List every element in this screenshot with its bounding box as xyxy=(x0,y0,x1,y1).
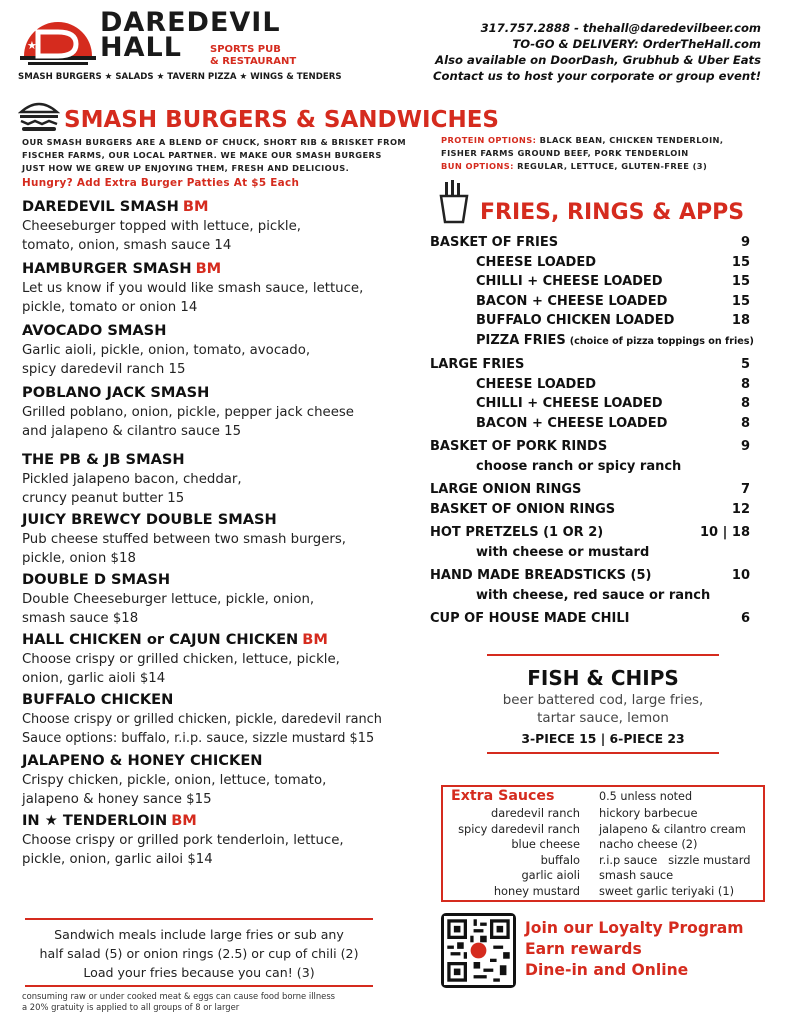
app-name: BASKET OF FRIES xyxy=(430,235,559,250)
app-row xyxy=(430,311,760,331)
app-row xyxy=(430,523,760,543)
sauce-item: buffalo xyxy=(540,852,580,867)
menu-item xyxy=(22,259,442,317)
app-name: choose ranch or spicy ranch xyxy=(476,458,682,474)
sauces-left-list xyxy=(445,806,580,899)
menu-item xyxy=(22,510,442,568)
app-row xyxy=(430,437,760,457)
item-desc: Garlic aioli, pickle, onion, tomato, avocado, xyxy=(22,343,311,358)
app-row xyxy=(430,233,760,253)
sauce-item: daredevil ranch xyxy=(491,806,580,820)
protein-options-cont: FISHER FARMS GROUND BEEF, PORK TENDERLOIN xyxy=(441,148,689,158)
app-name: BASKET OF PORK RINDS xyxy=(430,439,608,454)
sauce-item: nacho cheese (2) xyxy=(599,837,698,851)
app-row xyxy=(430,355,760,375)
item-name xyxy=(22,811,442,831)
item-desc: Choose crispy or grilled chicken, pickle, daredevil ranch xyxy=(22,712,382,727)
app-price: 18 xyxy=(731,313,750,328)
menu-item xyxy=(22,630,442,688)
intro-line: FISCHER FARMS, OUR LOCAL PARTNER. WE MAKE OUR SMASH BURGERS xyxy=(22,150,382,160)
app-price: 12 xyxy=(731,501,750,517)
app-name: LARGE ONION RINGS xyxy=(430,482,582,497)
item-name: AVOCADO SMASH xyxy=(22,322,167,339)
app-row xyxy=(430,292,760,312)
item-desc: Choose crispy or grilled chicken, lettuce, pickle, xyxy=(22,652,340,667)
bm-badge: BM xyxy=(302,631,328,648)
bm-badge: BM xyxy=(195,260,222,277)
brand-sub-2: & RESTAURANT xyxy=(210,56,297,67)
sauce-item: smash sauce xyxy=(599,868,674,882)
sauce-item: honey mustard xyxy=(493,883,580,898)
fish-and-chips xyxy=(430,664,776,750)
item-desc: Grilled poblano, onion, pickle, pepper jack cheese xyxy=(22,405,354,420)
item-desc: Double Cheeseburger lettuce, pickle, onion, xyxy=(22,592,315,607)
app-name: LARGE FRIES xyxy=(430,357,525,372)
item-desc: Sauce options: buffalo, r.i.p. sauce, sizzle mustard $15 xyxy=(22,731,375,746)
sauces-note: 0.5 unless noted xyxy=(599,790,693,803)
app-price: 15 xyxy=(731,274,750,289)
fish-bottom-rule xyxy=(487,752,719,754)
bun-label: BUN OPTIONS: xyxy=(441,161,514,171)
fish-desc: beer battered cod, large fries, xyxy=(502,693,704,708)
app-row xyxy=(430,272,760,292)
disclaimer xyxy=(22,991,335,1013)
app-price: 9 xyxy=(740,439,750,454)
app-name: BACON + CHEESE LOADED xyxy=(476,293,668,309)
app-price: 5 xyxy=(740,357,750,372)
item-desc: smash sauce $18 xyxy=(22,611,139,626)
sauce-item: sweet garlic teriyaki (1) xyxy=(599,883,735,898)
app-name: HOT PRETZELS (1 OR 2) xyxy=(430,525,604,540)
app-name: HAND MADE BREADSTICKS (5) xyxy=(430,568,652,583)
sauce-item: jalapeno & cilantro cream xyxy=(599,821,746,836)
bm-badge: BM xyxy=(171,812,197,829)
app-row xyxy=(430,253,760,273)
app-price: 15 xyxy=(731,254,750,270)
sauce-item: blue cheese xyxy=(511,837,580,851)
disclaimer-line: consuming raw or under cooked meat & eggs can cause food borne illness xyxy=(22,991,336,1001)
item-desc: pickle, tomato or onion 14 xyxy=(22,300,198,315)
item-title: IN ★ TENDERLOIN xyxy=(22,812,168,829)
qr-code-icon xyxy=(444,916,513,985)
meal-note-line: Load your fries because you can! (3) xyxy=(83,965,315,980)
item-desc: spicy daredevil ranch 15 xyxy=(22,362,186,377)
protein-text: BLACK BEAN, CHICKEN TENDERLOIN, xyxy=(536,135,724,145)
item-desc: Pickled jalapeno bacon, cheddar, xyxy=(22,472,242,487)
app-name: BACON + CHEESE LOADED xyxy=(476,415,668,431)
item-name: JUICY BREWCY DOUBLE SMASH xyxy=(22,511,277,528)
fish-title: FISH & CHIPS xyxy=(527,666,679,690)
sauces-title: Extra Sauces xyxy=(451,788,555,804)
sauce-item: garlic aioli xyxy=(521,868,580,882)
extra-patties-note: Hungry? Add Extra Burger Patties At $5 Each xyxy=(22,177,300,189)
bun-text: REGULAR, LETTUCE, GLUTEN-FREE (3) xyxy=(513,161,708,171)
protein-options xyxy=(441,134,781,147)
bm-badge: BM xyxy=(182,198,209,215)
menu-item xyxy=(22,751,442,809)
app-name: CUP OF HOUSE MADE CHILI xyxy=(430,611,630,626)
app-price: 10 xyxy=(731,568,750,583)
app-name: CHEESE LOADED xyxy=(476,376,596,392)
app-row xyxy=(430,609,760,629)
menu-item xyxy=(22,197,442,255)
item-desc: and jalapeno & cilantro sauce 15 xyxy=(22,424,242,439)
app-row xyxy=(430,500,760,520)
intro-line: JUST HOW WE GREW UP ENJOYING THEM, FRESH AND DELICIOUS. xyxy=(22,163,350,173)
qr-code[interactable] xyxy=(441,913,516,988)
sauce-item: r.i.p sauce sizzle mustard xyxy=(599,852,751,867)
item-desc: pickle, onion, garlic ailoi $14 xyxy=(22,852,213,867)
apps-list xyxy=(430,233,760,629)
item-desc: Let us know if you would like smash sauce, lettuce, xyxy=(22,281,364,296)
app-row xyxy=(430,331,760,352)
contact-line-phone-email[interactable]: 317.757.2888 - thehall@daredevilbeer.com xyxy=(480,21,761,35)
sauces-right-list xyxy=(599,806,765,899)
item-desc: onion, garlic aioli $14 xyxy=(22,671,166,686)
menu-item xyxy=(22,570,442,628)
app-price: 8 xyxy=(740,396,750,411)
app-row xyxy=(430,480,760,500)
item-desc: Cheeseburger topped with lettuce, pickle, xyxy=(22,219,302,234)
svg-text:★: ★ xyxy=(27,39,37,52)
item-name: JALAPENO & HONEY CHICKEN xyxy=(22,752,263,769)
meal-note-top-rule xyxy=(25,918,373,920)
brand-line-2: HALL xyxy=(100,32,182,63)
item-name: POBLANO JACK SMASH xyxy=(22,384,210,401)
item-desc: Choose crispy or grilled pork tenderloin, lettuce, xyxy=(22,833,344,848)
item-name: DOUBLE D SMASH xyxy=(22,571,171,588)
app-price: 10 | 18 xyxy=(700,525,750,540)
fries-icon xyxy=(438,180,470,224)
item-name xyxy=(22,259,442,279)
meal-note-line: Sandwich meals include large fries or sub any xyxy=(54,927,344,942)
intro-line: OUR SMASH BURGERS ARE A BLEND OF CHUCK, SHORT RIB & BRISKET FROM xyxy=(22,137,407,147)
fish-desc: tartar sauce, lemon xyxy=(537,711,669,726)
app-name: BASKET OF ONION RINGS xyxy=(430,501,616,517)
item-name: THE PB & JB SMASH xyxy=(22,451,185,468)
app-price: 8 xyxy=(740,376,750,392)
menu-item xyxy=(22,811,442,869)
brand-line-1: DAREDEVIL xyxy=(100,7,281,38)
menu-item xyxy=(22,450,442,508)
meal-note-bottom-rule xyxy=(25,985,373,987)
burgers-title: SMASH BURGERS & SANDWICHES xyxy=(64,107,499,133)
app-price: 9 xyxy=(740,235,750,250)
app-name: CHILLI + CHEESE LOADED xyxy=(476,274,663,289)
meal-note xyxy=(25,925,373,982)
fish-prices: 3-PIECE 15 | 6-PIECE 23 xyxy=(521,731,685,746)
item-desc: Crispy chicken, pickle, onion, lettuce, tomato, xyxy=(22,773,327,788)
burger-icon xyxy=(18,96,60,132)
item-title: HALL CHICKEN or CAJUN CHICKEN xyxy=(22,631,299,648)
app-row xyxy=(430,394,760,414)
app-row xyxy=(430,586,760,606)
burgers-intro xyxy=(22,136,406,175)
item-desc: Pub cheese stuffed between two smash burgers, xyxy=(22,532,347,547)
item-name xyxy=(22,630,442,650)
sauce-item: hickory barbecue xyxy=(599,806,698,820)
app-name: with cheese, red sauce or ranch xyxy=(476,587,711,603)
item-desc: cruncy peanut butter 15 xyxy=(22,491,185,506)
brand-sub-1: SPORTS PUB xyxy=(210,44,281,55)
app-row xyxy=(430,566,760,586)
app-price: 15 xyxy=(731,293,750,309)
item-title: HAMBURGER SMASH xyxy=(22,260,192,277)
meal-note-line: half salad (5) or onion rings (2.5) or cup of chili (2) xyxy=(39,946,359,961)
loyalty-program xyxy=(525,918,744,981)
item-desc: pickle, onion $18 xyxy=(22,551,136,566)
protein-bun-options xyxy=(441,134,781,173)
logo-emblem-icon xyxy=(18,14,98,76)
fish-top-rule xyxy=(487,654,719,656)
brand-subtitle xyxy=(210,44,296,68)
item-desc: tomato, onion, smash sauce 14 xyxy=(22,238,232,253)
app-row xyxy=(430,457,760,477)
app-name: CHEESE LOADED xyxy=(476,254,596,270)
burger-item-list xyxy=(22,197,442,869)
item-desc: jalapeno & honey sance $15 xyxy=(22,792,212,807)
app-price: 6 xyxy=(740,611,750,626)
disclaimer-line: a 20% gratuity is applied to all groups of 8 or larger xyxy=(22,1002,240,1012)
app-row xyxy=(430,375,760,395)
app-name: with cheese or mustard xyxy=(476,544,650,560)
contact-line-events: Contact us to host your corporate or group event! xyxy=(433,69,761,83)
app-name: BUFFALO CHICKEN LOADED xyxy=(476,313,675,328)
app-name: CHILLI + CHEESE LOADED xyxy=(476,396,663,411)
app-row xyxy=(430,414,760,434)
app-row xyxy=(430,543,760,563)
contact-info xyxy=(433,20,761,84)
bun-options xyxy=(441,160,781,173)
loyalty-line: Join our Loyalty Program xyxy=(525,919,744,937)
app-price: 8 xyxy=(740,415,750,431)
extra-sauces-box xyxy=(441,785,765,902)
apps-title: FRIES, RINGS & APPS xyxy=(480,200,745,225)
contact-line-apps: Also available on DoorDash, Grubhub & Uber Eats xyxy=(435,53,761,67)
menu-item xyxy=(22,321,442,379)
brand-tagline: SMASH BURGERS ★ SALADS ★ TAVERN PIZZA ★ WINGS & TENDERS xyxy=(18,72,342,82)
item-title: DAREDEVIL SMASH xyxy=(22,198,179,215)
item-name: BUFFALO CHICKEN xyxy=(22,691,174,708)
app-note: (choice of pizza toppings on fries) xyxy=(569,335,754,347)
app-name: PIZZA FRIES xyxy=(476,332,566,348)
item-name xyxy=(22,197,442,217)
sauce-item: spicy daredevil ranch xyxy=(458,821,580,836)
menu-item xyxy=(22,690,442,748)
loyalty-line: Dine-in and Online xyxy=(525,961,689,979)
contact-line-delivery[interactable]: TO-GO & DELIVERY: OrderTheHall.com xyxy=(512,37,761,51)
protein-label: PROTEIN OPTIONS: xyxy=(441,135,537,145)
app-price: 7 xyxy=(740,482,750,497)
loyalty-line: Earn rewards xyxy=(525,940,642,958)
menu-item xyxy=(22,383,442,441)
